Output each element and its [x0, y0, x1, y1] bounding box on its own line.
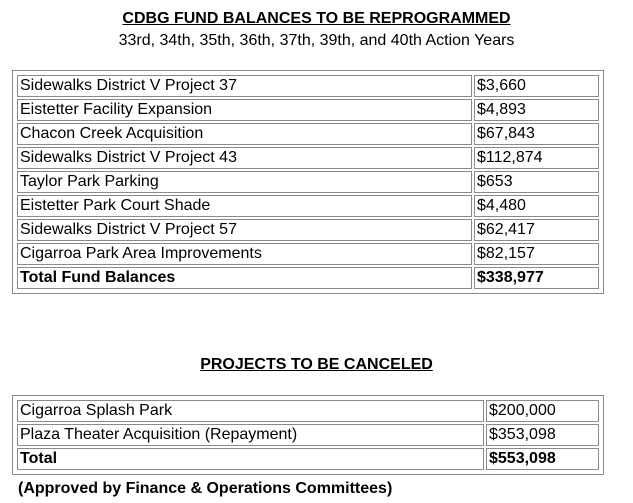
- reprogrammed-amount: $62,417: [474, 219, 599, 241]
- reprogrammed-project-name: Taylor Park Parking: [17, 171, 472, 193]
- reprogrammed-project-name: Eistetter Park Court Shade: [17, 195, 472, 217]
- reprogrammed-amount: $67,843: [474, 123, 599, 145]
- canceled-total-amount: $553,098: [486, 448, 599, 470]
- reprogrammed-project-name: Sidewalks District V Project 57: [17, 219, 472, 241]
- page-subtitle: 33rd, 34th, 35th, 36th, 37th, 39th, and 40th Action Years: [118, 32, 515, 49]
- reprogrammed-project-name: Sidewalks District V Project 37: [17, 75, 472, 97]
- canceled-total-label: Total: [17, 448, 484, 470]
- page-title: CDBG FUND BALANCES TO BE REPROGRAMMED: [122, 10, 511, 27]
- reprogrammed-amount: $4,480: [474, 195, 599, 217]
- footer-note: (Approved by Finance & Operations Committees): [18, 480, 393, 497]
- table-row: [17, 219, 599, 241]
- reprogrammed-amount: $3,660: [474, 75, 599, 97]
- reprogrammed-project-name: Cigarroa Park Area Improvements: [17, 243, 472, 265]
- canceled-amount: $353,098: [486, 424, 599, 446]
- table-row: [17, 147, 599, 169]
- total-row: [17, 267, 599, 289]
- table-row: [17, 400, 599, 422]
- reprogrammed-project-name: Chacon Creek Acquisition: [17, 123, 472, 145]
- reprogrammed-project-name: Sidewalks District V Project 43: [17, 147, 472, 169]
- table-row: [17, 195, 599, 217]
- reprogrammed-amount: $112,874: [474, 147, 599, 169]
- canceled-section-title: PROJECTS TO BE CANCELED: [200, 356, 433, 373]
- canceled-project-name: Plaza Theater Acquisition (Repayment): [17, 424, 484, 446]
- reprogrammed-amount: $653: [474, 171, 599, 193]
- canceled-table: [12, 395, 604, 475]
- total-row: [17, 448, 599, 470]
- reprogrammed-table: [12, 70, 604, 294]
- canceled-project-name: Cigarroa Splash Park: [17, 400, 484, 422]
- reprogrammed-amount: $4,893: [474, 99, 599, 121]
- reprogrammed-project-name: Eistetter Facility Expansion: [17, 99, 472, 121]
- table-row: [17, 99, 599, 121]
- table-row: [17, 171, 599, 193]
- table-row: [17, 424, 599, 446]
- table-row: [17, 123, 599, 145]
- reprogrammed-amount: $82,157: [474, 243, 599, 265]
- table-row: [17, 75, 599, 97]
- canceled-amount: $200,000: [486, 400, 599, 422]
- table-row: [17, 243, 599, 265]
- reprogrammed-total-amount: $338,977: [474, 267, 599, 289]
- reprogrammed-total-label: Total Fund Balances: [17, 267, 472, 289]
